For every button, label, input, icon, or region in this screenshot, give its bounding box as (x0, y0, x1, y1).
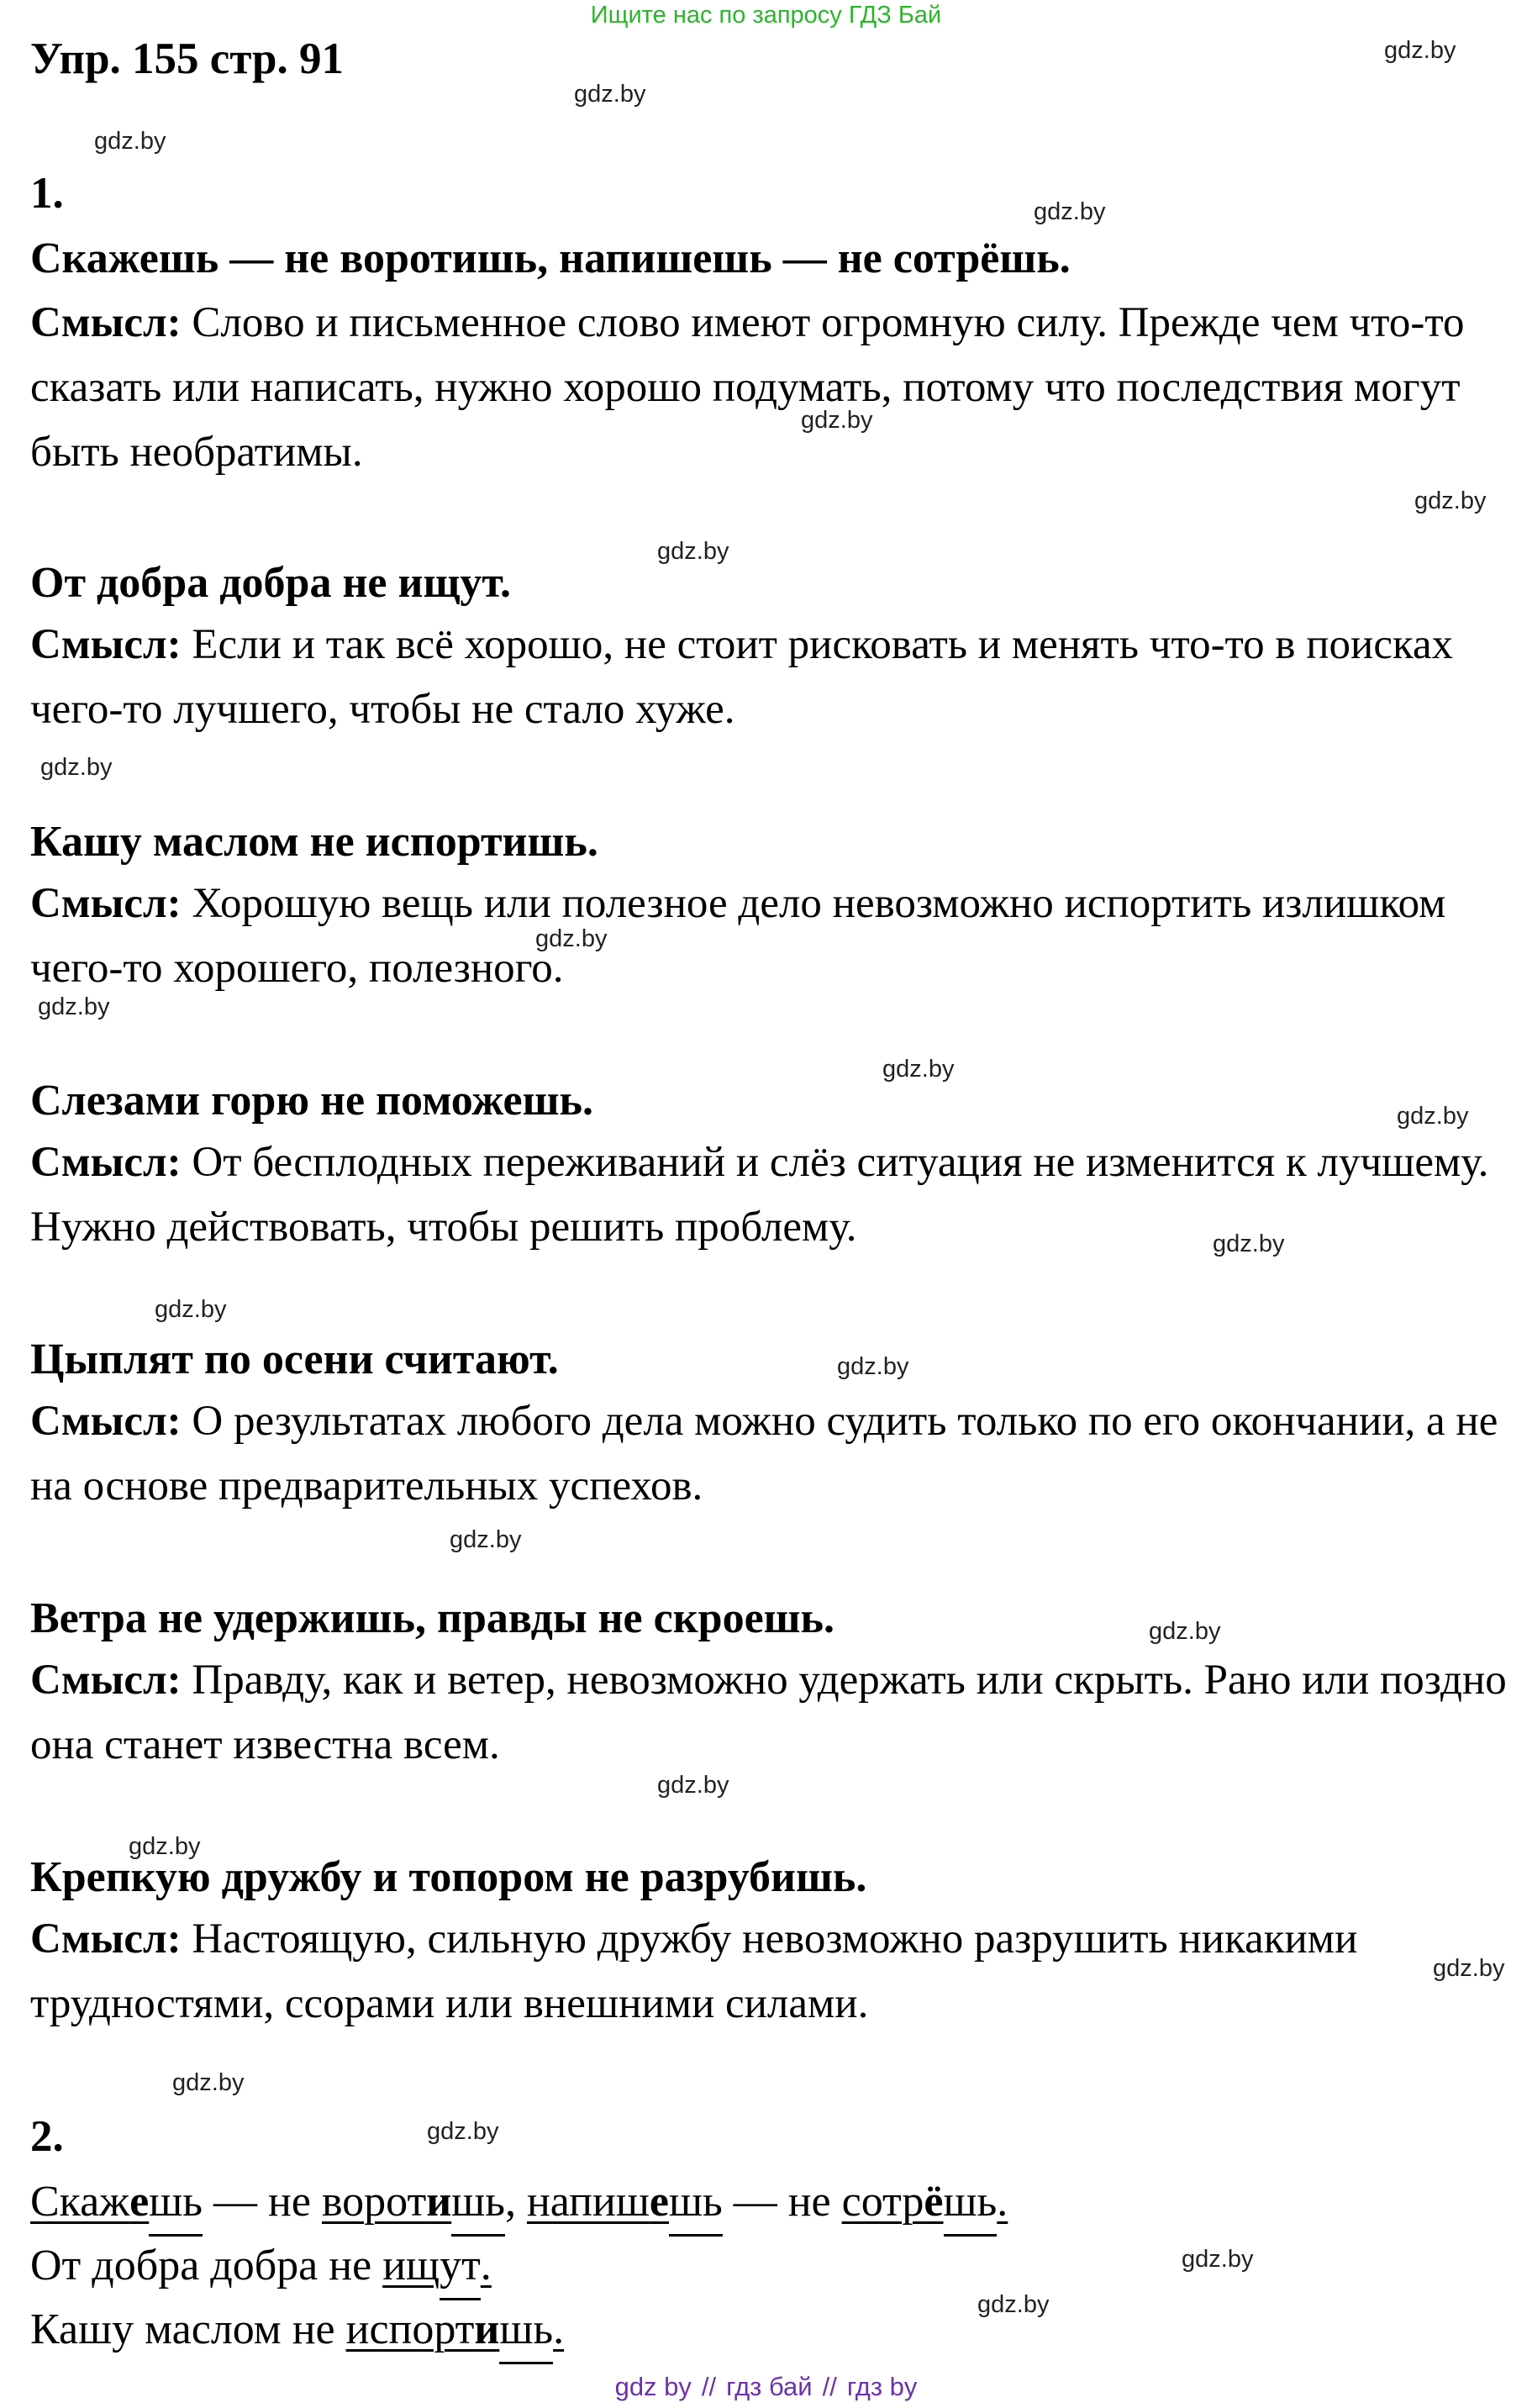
watermark: gdz.by (450, 1526, 522, 1553)
section-number: 1. (30, 169, 64, 218)
watermark: gdz.by (1397, 1103, 1469, 1130)
proverb-meaning (30, 1389, 1518, 1519)
predicate-word: сотрёшь. (841, 2178, 1008, 2226)
watermark: gdz.by (1182, 2246, 1254, 2273)
watermark: gdz.by (977, 2291, 1050, 2318)
analysis-line: Кашу маслом не испортишь. (30, 2305, 565, 2353)
proverb: Слезами горю не поможешь. (30, 1077, 594, 1125)
footer-link[interactable]: gdz by (614, 2372, 692, 2401)
predicate-word: ищут. (382, 2242, 492, 2289)
analysis-line: От добра добра не ищут. (30, 2242, 492, 2289)
predicate-word: напишешь (526, 2178, 723, 2226)
proverb: От добра добра не ищут. (30, 559, 511, 607)
watermark: gdz.by (94, 128, 166, 155)
proverb-meaning (30, 1130, 1518, 1260)
page-title: Упр. 155 стр. 91 (30, 34, 344, 83)
watermark: gdz.by (1034, 198, 1106, 225)
footer-link[interactable]: гдз by (846, 2372, 918, 2401)
proverb-meaning (30, 1907, 1518, 2037)
watermark: gdz.by (1433, 1955, 1505, 1982)
watermark: gdz.by (657, 538, 729, 565)
section-number: 2. (30, 2112, 64, 2161)
watermark: gdz.by (427, 2118, 499, 2145)
meaning-label: Смысл: (30, 1915, 182, 1963)
meaning-text: Слово и письменное слово имеют огромную силу. Прежде чем что-то сказать или написать, нужно хорошо подумать, потому что последствия могут быть необратимы. (30, 299, 1465, 476)
meaning-text: Правду, как и ветер, невозможно удержать или скрыть. Рано или поздно она станет известна всем. (30, 1657, 1507, 1768)
meaning-label: Смысл: (30, 621, 182, 668)
proverb-meaning (30, 1648, 1518, 1778)
proverb: Ветра не удержишь, правды не скроешь. (30, 1594, 835, 1642)
watermark: gdz.by (40, 754, 113, 781)
top-search-note: Ищите нас по запросу ГДЗ Бай (590, 2, 942, 29)
footer-links: gdz by // гдз бай // гдз by (614, 2372, 918, 2401)
footer-link[interactable]: гдз бай (726, 2372, 813, 2401)
meaning-label: Смысл: (30, 880, 182, 927)
watermark: gdz.by (1384, 37, 1456, 64)
proverb: Скажешь — не воротишь, напишешь — не сотрёшь. (30, 234, 1071, 282)
proverb-meaning (30, 613, 1518, 742)
predicate-word: воротишь (321, 2178, 505, 2226)
watermark: gdz.by (1414, 487, 1487, 514)
predicate-word: испортишь. (345, 2305, 565, 2353)
meaning-text: Настоящую, сильную дружбу невозможно разрушить никакими трудностями, ссорами или внешними силами. (30, 1915, 1358, 2027)
watermark: gdz.by (155, 1296, 227, 1323)
meaning-text: О результатах любого дела можно судить только по его окончании, а не на основе предварительных успехов. (30, 1398, 1498, 1510)
watermark: gdz.by (574, 81, 646, 108)
watermark: gdz.by (38, 993, 110, 1020)
predicate-word: Скажешь (30, 2178, 203, 2226)
watermark: gdz.by (1213, 1230, 1285, 1257)
analysis-line: Скажешь — не воротишь, напишешь — не сотрёшь. (30, 2178, 1008, 2226)
proverb: Цыплят по осени считают. (30, 1336, 559, 1383)
watermark: gdz.by (801, 407, 873, 434)
watermark: gdz.by (535, 925, 608, 952)
meaning-label: Смысл: (30, 1139, 182, 1186)
proverb: Крепкую дружбу и топором не разрубишь. (30, 1853, 867, 1901)
meaning-text: Если и так всё хорошо, не стоит рисковать и менять что-то в поисках чего-то лучшего, чтобы не стало хуже. (30, 621, 1454, 733)
watermark: gdz.by (129, 1833, 201, 1860)
watermark: gdz.by (882, 1056, 955, 1083)
meaning-label: Смысл: (30, 1657, 182, 1704)
watermark: gdz.by (172, 2069, 245, 2096)
watermark: gdz.by (837, 1353, 909, 1380)
proverb: Кашу маслом не испортишь. (30, 818, 598, 866)
watermark: gdz.by (657, 1772, 729, 1799)
proverb-meaning (30, 872, 1518, 1001)
watermark: gdz.by (1149, 1618, 1221, 1645)
meaning-text: От бесплодных переживаний и слёз ситуация не изменится к лучшему. Нужно действовать, чтобы решить проблему. (30, 1139, 1489, 1251)
meaning-label: Смысл: (30, 1398, 182, 1445)
meaning-text: Хорошую вещь или полезное дело невозможно испортить излишком чего-то хорошего, полезного. (30, 880, 1446, 992)
meaning-label: Смысл: (30, 299, 182, 346)
proverb-meaning (30, 291, 1518, 485)
